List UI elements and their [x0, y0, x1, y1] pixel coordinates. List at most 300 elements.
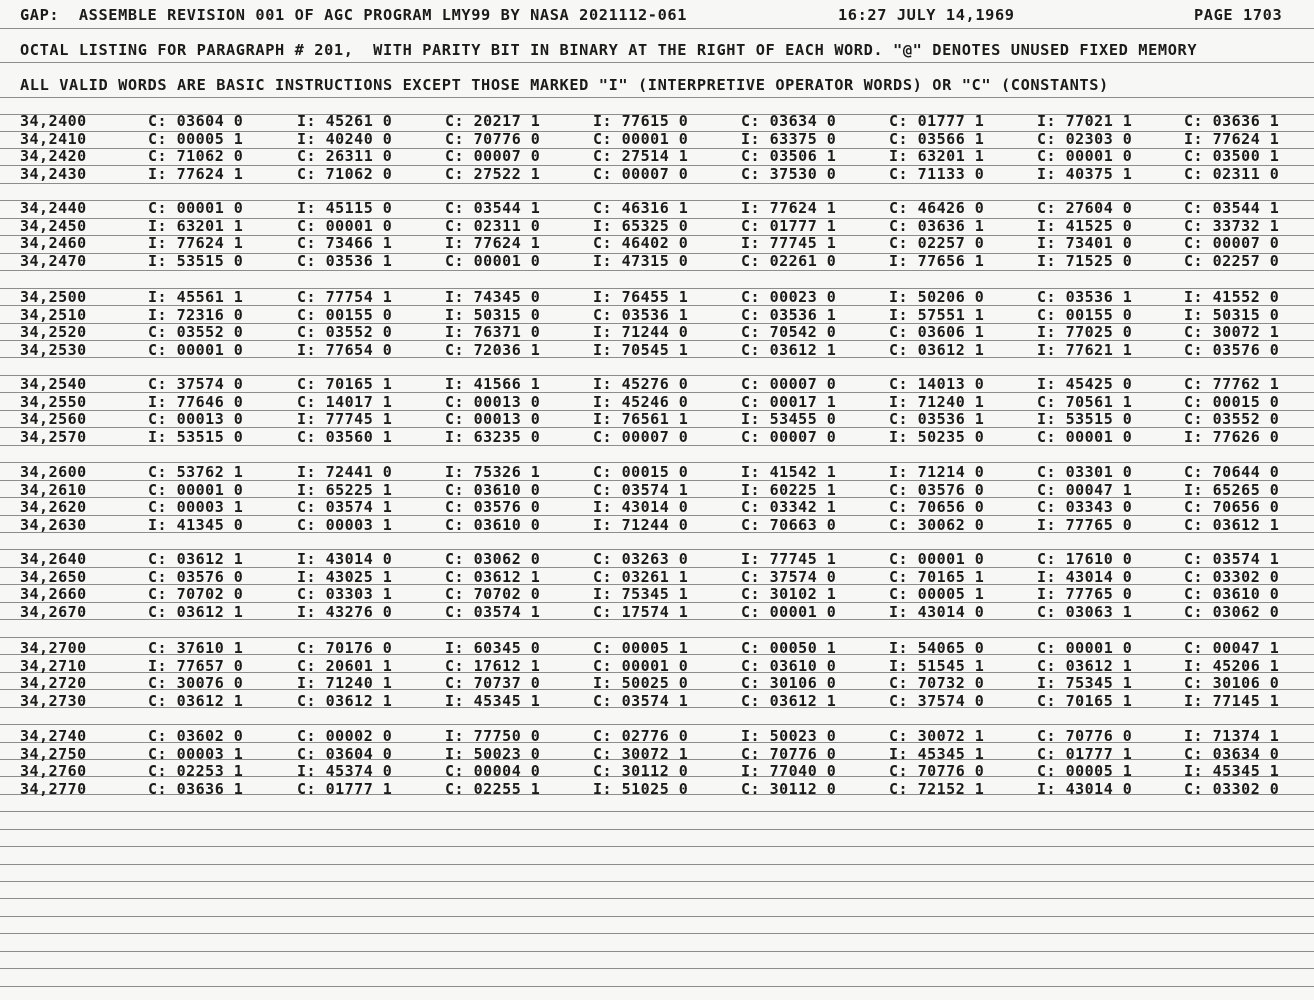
memory-word: C: 03536 1 — [1037, 288, 1133, 306]
memory-word: C: 00007 0 — [1184, 234, 1280, 252]
memory-word: C: 03612 1 — [1037, 656, 1133, 675]
row-address: 34,2520 — [20, 323, 87, 341]
memory-word: I: 43014 0 — [297, 550, 393, 568]
memory-word: C: 03576 0 — [445, 498, 541, 516]
memory-word: C: 00005 1 — [148, 129, 244, 148]
memory-word: I: 77624 1 — [741, 199, 837, 217]
memory-word: C: 02257 0 — [1184, 251, 1280, 270]
memory-word: I: 45246 0 — [593, 392, 689, 411]
memory-word: C: 71062 0 — [148, 147, 244, 165]
memory-word: C: 03574 1 — [297, 498, 393, 516]
memory-word: C: 03612 1 — [1184, 515, 1280, 534]
memory-word: C: 03612 1 — [741, 691, 837, 710]
memory-word: C: 03612 1 — [297, 691, 393, 710]
memory-word: I: 63235 0 — [445, 427, 541, 446]
memory-word: C: 27522 1 — [445, 164, 541, 183]
memory-word: I: 45345 1 — [445, 691, 541, 710]
memory-word: C: 03610 0 — [1184, 585, 1280, 603]
memory-word: I: 63201 1 — [148, 216, 244, 235]
memory-word: I: 71244 0 — [593, 515, 689, 534]
memory-word: C: 20601 1 — [297, 656, 393, 675]
rule-line — [0, 968, 1314, 969]
memory-word: C: 00001 0 — [148, 340, 244, 359]
memory-word: C: 03612 1 — [445, 567, 541, 586]
rule-line — [0, 864, 1314, 865]
memory-word: C: 02776 0 — [593, 727, 689, 745]
rule-line — [0, 811, 1314, 812]
memory-word: C: 30102 1 — [741, 585, 837, 603]
memory-word: C: 03552 0 — [297, 323, 393, 341]
memory-word: I: 71240 1 — [297, 674, 393, 692]
memory-word: I: 77765 0 — [1037, 515, 1133, 534]
memory-word: I: 71525 0 — [1037, 251, 1133, 270]
row-address: 34,2570 — [20, 427, 87, 446]
memory-word: C: 70776 0 — [741, 744, 837, 763]
row-address: 34,2750 — [20, 744, 87, 763]
memory-word: I: 77621 1 — [1037, 340, 1133, 359]
memory-word: C: 00001 0 — [593, 129, 689, 148]
memory-word: C: 02255 1 — [445, 779, 541, 798]
memory-word: I: 77145 1 — [1184, 691, 1280, 710]
memory-word: C: 33732 1 — [1184, 216, 1280, 235]
memory-word: C: 03566 1 — [889, 129, 985, 148]
memory-word: C: 70644 0 — [1184, 463, 1280, 481]
memory-word: I: 77624 1 — [148, 234, 244, 252]
memory-word: I: 77745 1 — [741, 234, 837, 252]
row-address: 34,2440 — [20, 199, 87, 217]
memory-word: I: 77657 0 — [148, 656, 244, 675]
memory-word: C: 37574 0 — [148, 375, 244, 393]
memory-word: C: 70776 0 — [889, 762, 985, 780]
listing-legend: ALL VALID WORDS ARE BASIC INSTRUCTIONS EXCEPT THOSE MARKED "I" (INTERPRETIVE OPERATOR WORDS) OR "C" (CONSTANTS) — [20, 76, 1109, 94]
memory-word: I: 43276 0 — [297, 602, 393, 621]
memory-word: I: 71240 1 — [889, 392, 985, 411]
memory-word: C: 00013 0 — [445, 410, 541, 428]
memory-word: I: 72441 0 — [297, 463, 393, 481]
memory-word: C: 00013 0 — [148, 410, 244, 428]
memory-word: C: 70561 1 — [1037, 392, 1133, 411]
memory-word: I: 45425 0 — [1037, 375, 1133, 393]
memory-word: C: 70702 0 — [445, 585, 541, 603]
rule-line — [0, 898, 1314, 899]
memory-word: C: 00003 1 — [297, 515, 393, 534]
row-address: 34,2650 — [20, 567, 87, 586]
memory-word: C: 27604 0 — [1037, 199, 1133, 217]
memory-word: C: 00017 1 — [741, 392, 837, 411]
row-address: 34,2660 — [20, 585, 87, 603]
memory-word: I: 43014 0 — [1037, 779, 1133, 798]
memory-word: C: 26311 0 — [297, 147, 393, 165]
listing-row — [0, 307, 1314, 324]
memory-word: C: 70656 0 — [1184, 498, 1280, 516]
row-address: 34,2640 — [20, 550, 87, 568]
listing-row — [0, 131, 1314, 148]
memory-word: C: 03063 1 — [1037, 602, 1133, 621]
memory-word: C: 01777 1 — [889, 112, 985, 130]
listing-row — [0, 675, 1314, 692]
memory-word: I: 77615 0 — [593, 112, 689, 130]
memory-word: C: 03303 1 — [297, 585, 393, 603]
row-address: 34,2400 — [20, 112, 87, 130]
memory-word: C: 03636 1 — [1184, 112, 1280, 130]
memory-word: C: 72036 1 — [445, 340, 541, 359]
memory-word: I: 45206 1 — [1184, 656, 1280, 675]
memory-word: I: 53515 0 — [148, 427, 244, 446]
listing-title: GAP: ASSEMBLE REVISION 001 OF AGC PROGRAM LMY99 BY NASA 2021112-061 — [20, 6, 688, 24]
memory-word: I: 70545 1 — [593, 340, 689, 359]
row-address: 34,2450 — [20, 216, 87, 235]
rule-line — [0, 916, 1314, 917]
memory-word: I: 77750 0 — [445, 727, 541, 745]
memory-word: C: 00002 0 — [297, 727, 393, 745]
memory-word: I: 50025 0 — [593, 674, 689, 692]
row-address: 34,2470 — [20, 251, 87, 270]
row-address: 34,2610 — [20, 480, 87, 499]
memory-word: C: 03536 1 — [297, 251, 393, 270]
memory-word: I: 45345 1 — [889, 744, 985, 763]
memory-word: I: 45261 0 — [297, 112, 393, 130]
memory-word: C: 03343 0 — [1037, 498, 1133, 516]
memory-word: C: 70776 0 — [1037, 727, 1133, 745]
memory-word: I: 76561 1 — [593, 410, 689, 428]
row-address: 34,2730 — [20, 691, 87, 710]
rule-line — [0, 846, 1314, 847]
memory-word: I: 40240 0 — [297, 129, 393, 148]
rule-line — [0, 270, 1314, 271]
memory-word: I: 50023 0 — [445, 744, 541, 763]
memory-word: C: 01777 1 — [297, 779, 393, 798]
memory-word: C: 03301 0 — [1037, 463, 1133, 481]
memory-word: I: 77624 1 — [445, 234, 541, 252]
memory-word: C: 03342 1 — [741, 498, 837, 516]
memory-word: C: 03536 1 — [889, 410, 985, 428]
memory-word: C: 03544 1 — [1184, 199, 1280, 217]
memory-word: I: 77646 0 — [148, 392, 244, 411]
listing-row — [0, 376, 1314, 393]
memory-word: C: 72152 1 — [889, 779, 985, 798]
memory-word: C: 03576 0 — [889, 480, 985, 499]
row-address: 34,2530 — [20, 340, 87, 359]
memory-word: C: 37574 0 — [889, 691, 985, 710]
memory-word: I: 77765 0 — [1037, 585, 1133, 603]
memory-word: I: 45115 0 — [297, 199, 393, 217]
memory-word: C: 03544 1 — [445, 199, 541, 217]
listing-row — [0, 658, 1314, 675]
memory-word: C: 03604 0 — [297, 744, 393, 763]
memory-word: C: 00001 0 — [148, 199, 244, 217]
memory-word: C: 03552 0 — [148, 323, 244, 341]
memory-word: C: 00001 0 — [741, 602, 837, 621]
memory-word: I: 77745 1 — [297, 410, 393, 428]
memory-word: C: 00047 1 — [1184, 639, 1280, 657]
memory-word: I: 71374 1 — [1184, 727, 1280, 745]
memory-word: I: 73401 0 — [1037, 234, 1133, 252]
listing-row — [0, 200, 1314, 217]
memory-word: C: 03062 0 — [1184, 602, 1280, 621]
memory-word: C: 70165 1 — [889, 567, 985, 586]
memory-word: C: 03610 0 — [741, 656, 837, 675]
listing-row — [0, 289, 1314, 306]
memory-word: I: 45276 0 — [593, 375, 689, 393]
memory-word: C: 70737 0 — [445, 674, 541, 692]
listing-row — [0, 411, 1314, 428]
rule-line — [0, 97, 1314, 98]
memory-word: C: 20217 1 — [445, 112, 541, 130]
memory-word: C: 02303 0 — [1037, 129, 1133, 148]
listing-row — [0, 693, 1314, 710]
memory-word: C: 70165 1 — [1037, 691, 1133, 710]
memory-word: I: 50206 0 — [889, 288, 985, 306]
listing-row — [0, 113, 1314, 130]
row-address: 34,2630 — [20, 515, 87, 534]
rule-line — [0, 829, 1314, 830]
row-address: 34,2550 — [20, 392, 87, 411]
memory-word: C: 73466 1 — [297, 234, 393, 252]
memory-word: I: 75345 1 — [593, 585, 689, 603]
memory-word: C: 00005 1 — [889, 585, 985, 603]
memory-word: I: 77626 0 — [1184, 427, 1280, 446]
listing-row — [0, 781, 1314, 798]
memory-word: I: 57551 1 — [889, 305, 985, 324]
memory-word: I: 45561 1 — [148, 288, 244, 306]
memory-word: C: 03261 1 — [593, 567, 689, 586]
listing-row — [0, 604, 1314, 621]
memory-word: C: 00007 0 — [593, 164, 689, 183]
memory-word: C: 00001 0 — [297, 216, 393, 235]
memory-word: I: 77021 1 — [1037, 112, 1133, 130]
memory-word: C: 03606 1 — [889, 323, 985, 341]
page-number: PAGE 1703 — [1194, 6, 1283, 24]
memory-word: C: 00155 0 — [297, 305, 393, 324]
listing-row — [0, 253, 1314, 270]
memory-word: C: 71133 0 — [889, 164, 985, 183]
memory-word: C: 77762 1 — [1184, 375, 1280, 393]
memory-word: C: 00013 0 — [445, 392, 541, 411]
listing-row — [0, 551, 1314, 568]
memory-word: I: 77040 0 — [741, 762, 837, 780]
memory-word: I: 77025 0 — [1037, 323, 1133, 341]
memory-word: I: 45374 0 — [297, 762, 393, 780]
memory-word: I: 76371 0 — [445, 323, 541, 341]
rule-line — [0, 951, 1314, 952]
row-address: 34,2670 — [20, 602, 87, 621]
memory-word: C: 02311 0 — [1184, 164, 1280, 183]
memory-word: C: 00001 0 — [1037, 639, 1133, 657]
memory-word: I: 47315 0 — [593, 251, 689, 270]
memory-word: C: 00007 0 — [593, 427, 689, 446]
memory-word: C: 30112 0 — [741, 779, 837, 798]
listing-row — [0, 166, 1314, 183]
memory-word: C: 00015 0 — [593, 463, 689, 481]
listing-row — [0, 394, 1314, 411]
memory-word: C: 27514 1 — [593, 147, 689, 165]
memory-word: C: 03263 0 — [593, 550, 689, 568]
memory-word: I: 77656 1 — [889, 251, 985, 270]
listing-row — [0, 763, 1314, 780]
memory-word: C: 46426 0 — [889, 199, 985, 217]
memory-word: I: 51545 1 — [889, 656, 985, 675]
memory-word: C: 53762 1 — [148, 463, 244, 481]
memory-word: I: 53455 0 — [741, 410, 837, 428]
memory-word: C: 00001 0 — [148, 480, 244, 499]
rule-line — [0, 933, 1314, 934]
memory-word: I: 50023 0 — [741, 727, 837, 745]
listing-row — [0, 324, 1314, 341]
memory-word: C: 70656 0 — [889, 498, 985, 516]
listing-row — [0, 218, 1314, 235]
row-address: 34,2540 — [20, 375, 87, 393]
memory-word: C: 00015 0 — [1184, 392, 1280, 411]
memory-word: C: 17574 1 — [593, 602, 689, 621]
row-address: 34,2420 — [20, 147, 87, 165]
memory-word: I: 65225 1 — [297, 480, 393, 499]
rule-line — [0, 637, 1314, 638]
memory-word: I: 75345 1 — [1037, 674, 1133, 692]
row-address: 34,2770 — [20, 779, 87, 798]
memory-word: C: 03610 0 — [445, 480, 541, 499]
memory-word: C: 14013 0 — [889, 375, 985, 393]
memory-word: I: 51025 0 — [593, 779, 689, 798]
memory-word: C: 30072 1 — [889, 727, 985, 745]
memory-word: C: 03576 0 — [1184, 340, 1280, 359]
memory-word: C: 70542 0 — [741, 323, 837, 341]
memory-word: I: 71244 0 — [593, 323, 689, 341]
memory-word: I: 60225 1 — [741, 480, 837, 499]
row-address: 34,2430 — [20, 164, 87, 183]
memory-word: C: 03574 1 — [593, 691, 689, 710]
memory-word: C: 03612 1 — [889, 340, 985, 359]
rule-line — [0, 62, 1314, 63]
memory-word: C: 00001 0 — [1037, 147, 1133, 165]
memory-word: C: 77754 1 — [297, 288, 393, 306]
memory-word: C: 00003 1 — [148, 498, 244, 516]
listing-row — [0, 746, 1314, 763]
listing-row — [0, 517, 1314, 534]
listing-row — [0, 464, 1314, 481]
memory-word: C: 00023 0 — [741, 288, 837, 306]
memory-word: C: 37530 0 — [741, 164, 837, 183]
memory-word: C: 03612 1 — [148, 691, 244, 710]
memory-word: C: 03634 0 — [741, 112, 837, 130]
memory-word: I: 77654 0 — [297, 340, 393, 359]
memory-word: C: 46316 1 — [593, 199, 689, 217]
listing-row — [0, 148, 1314, 165]
memory-word: C: 17610 0 — [1037, 550, 1133, 568]
row-address: 34,2500 — [20, 288, 87, 306]
memory-word: C: 00004 0 — [445, 762, 541, 780]
memory-word: C: 00005 1 — [593, 639, 689, 657]
memory-word: I: 43025 1 — [297, 567, 393, 586]
memory-word: I: 76455 1 — [593, 288, 689, 306]
rule-line — [0, 881, 1314, 882]
memory-word: I: 77624 1 — [148, 164, 244, 183]
memory-word: C: 03062 0 — [445, 550, 541, 568]
memory-word: C: 03612 1 — [741, 340, 837, 359]
memory-word: C: 03500 1 — [1184, 147, 1280, 165]
listing-row — [0, 342, 1314, 359]
memory-word: I: 72316 0 — [148, 305, 244, 324]
memory-word: C: 03574 1 — [593, 480, 689, 499]
listing-row — [0, 235, 1314, 252]
memory-word: C: 30076 0 — [148, 674, 244, 692]
memory-word: I: 40375 1 — [1037, 164, 1133, 183]
memory-word: C: 00155 0 — [1037, 305, 1133, 324]
memory-word: C: 00047 1 — [1037, 480, 1133, 499]
memory-word: I: 50315 0 — [1184, 305, 1280, 324]
rule-line — [0, 28, 1314, 29]
memory-word: C: 00001 0 — [1037, 427, 1133, 446]
memory-word: C: 30106 0 — [741, 674, 837, 692]
memory-word: C: 70776 0 — [445, 129, 541, 148]
memory-word: I: 65325 0 — [593, 216, 689, 235]
memory-word: C: 03636 1 — [148, 779, 244, 798]
memory-word: C: 03574 1 — [1184, 550, 1280, 568]
listing-row — [0, 429, 1314, 446]
rule-line — [0, 986, 1314, 987]
memory-word: C: 30072 1 — [1184, 323, 1280, 341]
memory-word: C: 03302 0 — [1184, 779, 1280, 798]
row-address: 34,2700 — [20, 639, 87, 657]
memory-word: C: 70732 0 — [889, 674, 985, 692]
memory-word: C: 03610 0 — [445, 515, 541, 534]
rule-line — [0, 183, 1314, 184]
memory-word: C: 30106 0 — [1184, 674, 1280, 692]
memory-word: C: 70663 0 — [741, 515, 837, 534]
memory-word: C: 00007 0 — [445, 147, 541, 165]
memory-word: C: 00003 1 — [148, 744, 244, 763]
row-address: 34,2410 — [20, 129, 87, 148]
memory-word: I: 63375 0 — [741, 129, 837, 148]
memory-word: C: 03612 1 — [148, 550, 244, 568]
memory-word: I: 60345 0 — [445, 639, 541, 657]
memory-word: C: 03602 0 — [148, 727, 244, 745]
listing-row — [0, 482, 1314, 499]
memory-word: C: 03536 1 — [593, 305, 689, 324]
memory-word: C: 03636 1 — [889, 216, 985, 235]
listing-row — [0, 728, 1314, 745]
memory-word: I: 50315 0 — [445, 305, 541, 324]
memory-word: I: 43014 0 — [889, 602, 985, 621]
memory-word: I: 43014 0 — [1037, 567, 1133, 586]
memory-word: I: 53515 0 — [148, 251, 244, 270]
row-address: 34,2720 — [20, 674, 87, 692]
memory-word: I: 41542 1 — [741, 463, 837, 481]
row-address: 34,2460 — [20, 234, 87, 252]
memory-word: C: 00050 1 — [741, 639, 837, 657]
memory-word: C: 03536 1 — [741, 305, 837, 324]
memory-word: C: 00007 0 — [741, 427, 837, 446]
listing-datetime: 16:27 JULY 14,1969 — [838, 6, 1015, 24]
memory-word: C: 03574 1 — [445, 602, 541, 621]
memory-word: I: 41345 0 — [148, 515, 244, 534]
memory-word: I: 77745 1 — [741, 550, 837, 568]
memory-word: C: 02261 0 — [741, 251, 837, 270]
memory-word: I: 41525 0 — [1037, 216, 1133, 235]
memory-word: I: 77624 1 — [1184, 129, 1280, 148]
memory-word: I: 50235 0 — [889, 427, 985, 446]
memory-word: C: 03552 0 — [1184, 410, 1280, 428]
memory-word: C: 14017 1 — [297, 392, 393, 411]
memory-word: C: 00001 0 — [593, 656, 689, 675]
memory-word: C: 71062 0 — [297, 164, 393, 183]
memory-word: C: 37610 1 — [148, 639, 244, 657]
memory-word: C: 02253 1 — [148, 762, 244, 780]
listing-row — [0, 499, 1314, 516]
row-address: 34,2710 — [20, 656, 87, 675]
memory-word: I: 65265 0 — [1184, 480, 1280, 499]
memory-word: C: 70702 0 — [148, 585, 244, 603]
memory-word: I: 75326 1 — [445, 463, 541, 481]
